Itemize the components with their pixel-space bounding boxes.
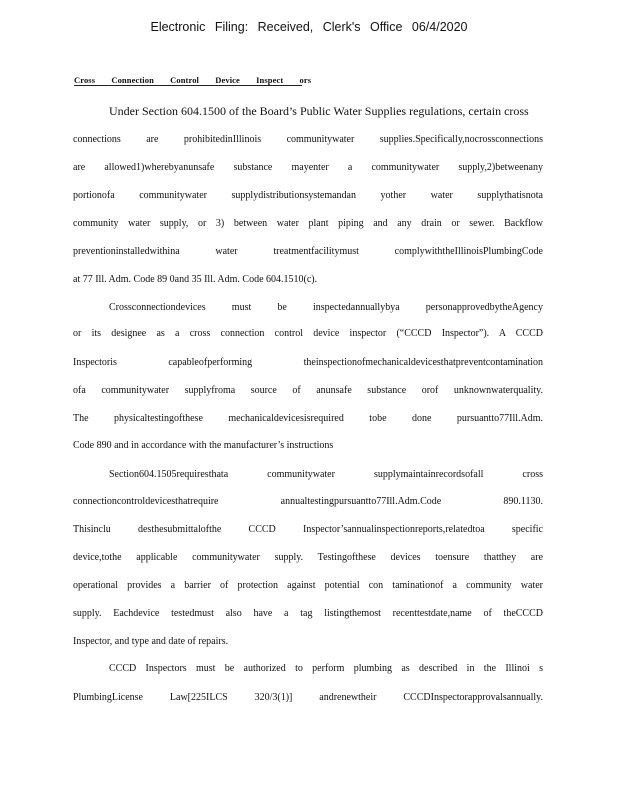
- paragraph-4-line-2: PlumbingLicense Law[225ILCS 320/3(1)] andrenewtheir CCCDInspectorapprovalsannually.: [73, 692, 543, 703]
- paragraph-1-line-6: preventioninstalledwithina water treatmentfacilitymust complywiththeIllinoisPlumbingCode: [73, 246, 543, 257]
- paragraph-2-line-5: The physicaltestingofthese mechanicaldevicesisrequired tobe done pursuantto77Ill.Adm.: [73, 413, 543, 424]
- paragraph-3-line-6: supply. Eachdevice testedmust also have a tag listingthemost recenttestdate,name of theCCCD: [73, 608, 543, 619]
- paragraph-1-line-3: are allowed1)wherebyanunsafe substance mayenter a communitywater supply,2)betweenany: [73, 162, 543, 173]
- paragraph-3-line-2: connectioncontroldevicesthatrequire annualtestingpursuantto77Ill.Adm.Code 890.1130.: [73, 496, 543, 507]
- paragraph-2-line-1: Crossconnectiondevices must be inspectedannuallybya personapprovedbytheAgency: [109, 302, 543, 313]
- paragraph-1-line-4: portionofa communitywater supplydistributionsystemandan yother water supplythatisnota: [73, 190, 543, 201]
- paragraph-1-line-2: connections are prohibitedinIllinois communitywater supplies.Specifically,nocrossconnections: [73, 134, 543, 145]
- paragraph-3-line-4: device,tothe applicable communitywater supply. Testingofthese devices toensure thatthey are: [73, 552, 543, 563]
- paragraph-1-line-7: at 77 Ill. Adm. Code 89 0and 35 Ill. Adm. Code 604.1510(c).: [73, 274, 318, 285]
- heading-underline: [74, 85, 302, 86]
- paragraph-1-line-1: Under Section 604.1500 of the Board’s Public Water Supplies regulations, certain cross: [109, 104, 529, 118]
- paragraph-2-line-3: Inspectoris capableofperforming theinspectionofmechanicaldevicesthatpreventcontamination: [73, 357, 543, 368]
- paragraph-4-line-1: CCCD Inspectors must be authorized to perform plumbing as described in the Illinoi s: [109, 663, 543, 674]
- paragraph-2-line-4: ofa communitywater supplyfroma source of anunsafe substance orof unknownwaterquality.: [73, 385, 543, 396]
- filing-stamp-header: Electronic Filing: Received, Clerk's Office 06/4/2020: [150, 20, 468, 34]
- paragraph-2-line-6: Code 890 and in accordance with the manufacturer’s instructions: [73, 440, 334, 451]
- paragraph-3-line-3: Thisinclu desthesubmittalofthe CCCD Inspector’sannualinspectionreports,relatedtoa specific: [73, 524, 543, 535]
- section-heading: Cross Connection Control Device Inspect ors: [74, 75, 312, 85]
- paragraph-1-line-5: community water supply, or 3) between water plant piping and any drain or sewer. Backflow: [73, 218, 543, 229]
- paragraph-3-line-5: operational provides a barrier of protection against potential con taminationof a community water: [73, 580, 543, 591]
- paragraph-2-line-2: or its designee as a cross connection control device inspector (“CCCD Inspector”). A CCCD: [73, 328, 543, 339]
- paragraph-3-line-1: Section604.1505requiresthata communitywater supplymaintainrecordsofall cross: [109, 469, 543, 480]
- paragraph-3-line-7: Inspector, and type and date of repairs.: [73, 636, 229, 647]
